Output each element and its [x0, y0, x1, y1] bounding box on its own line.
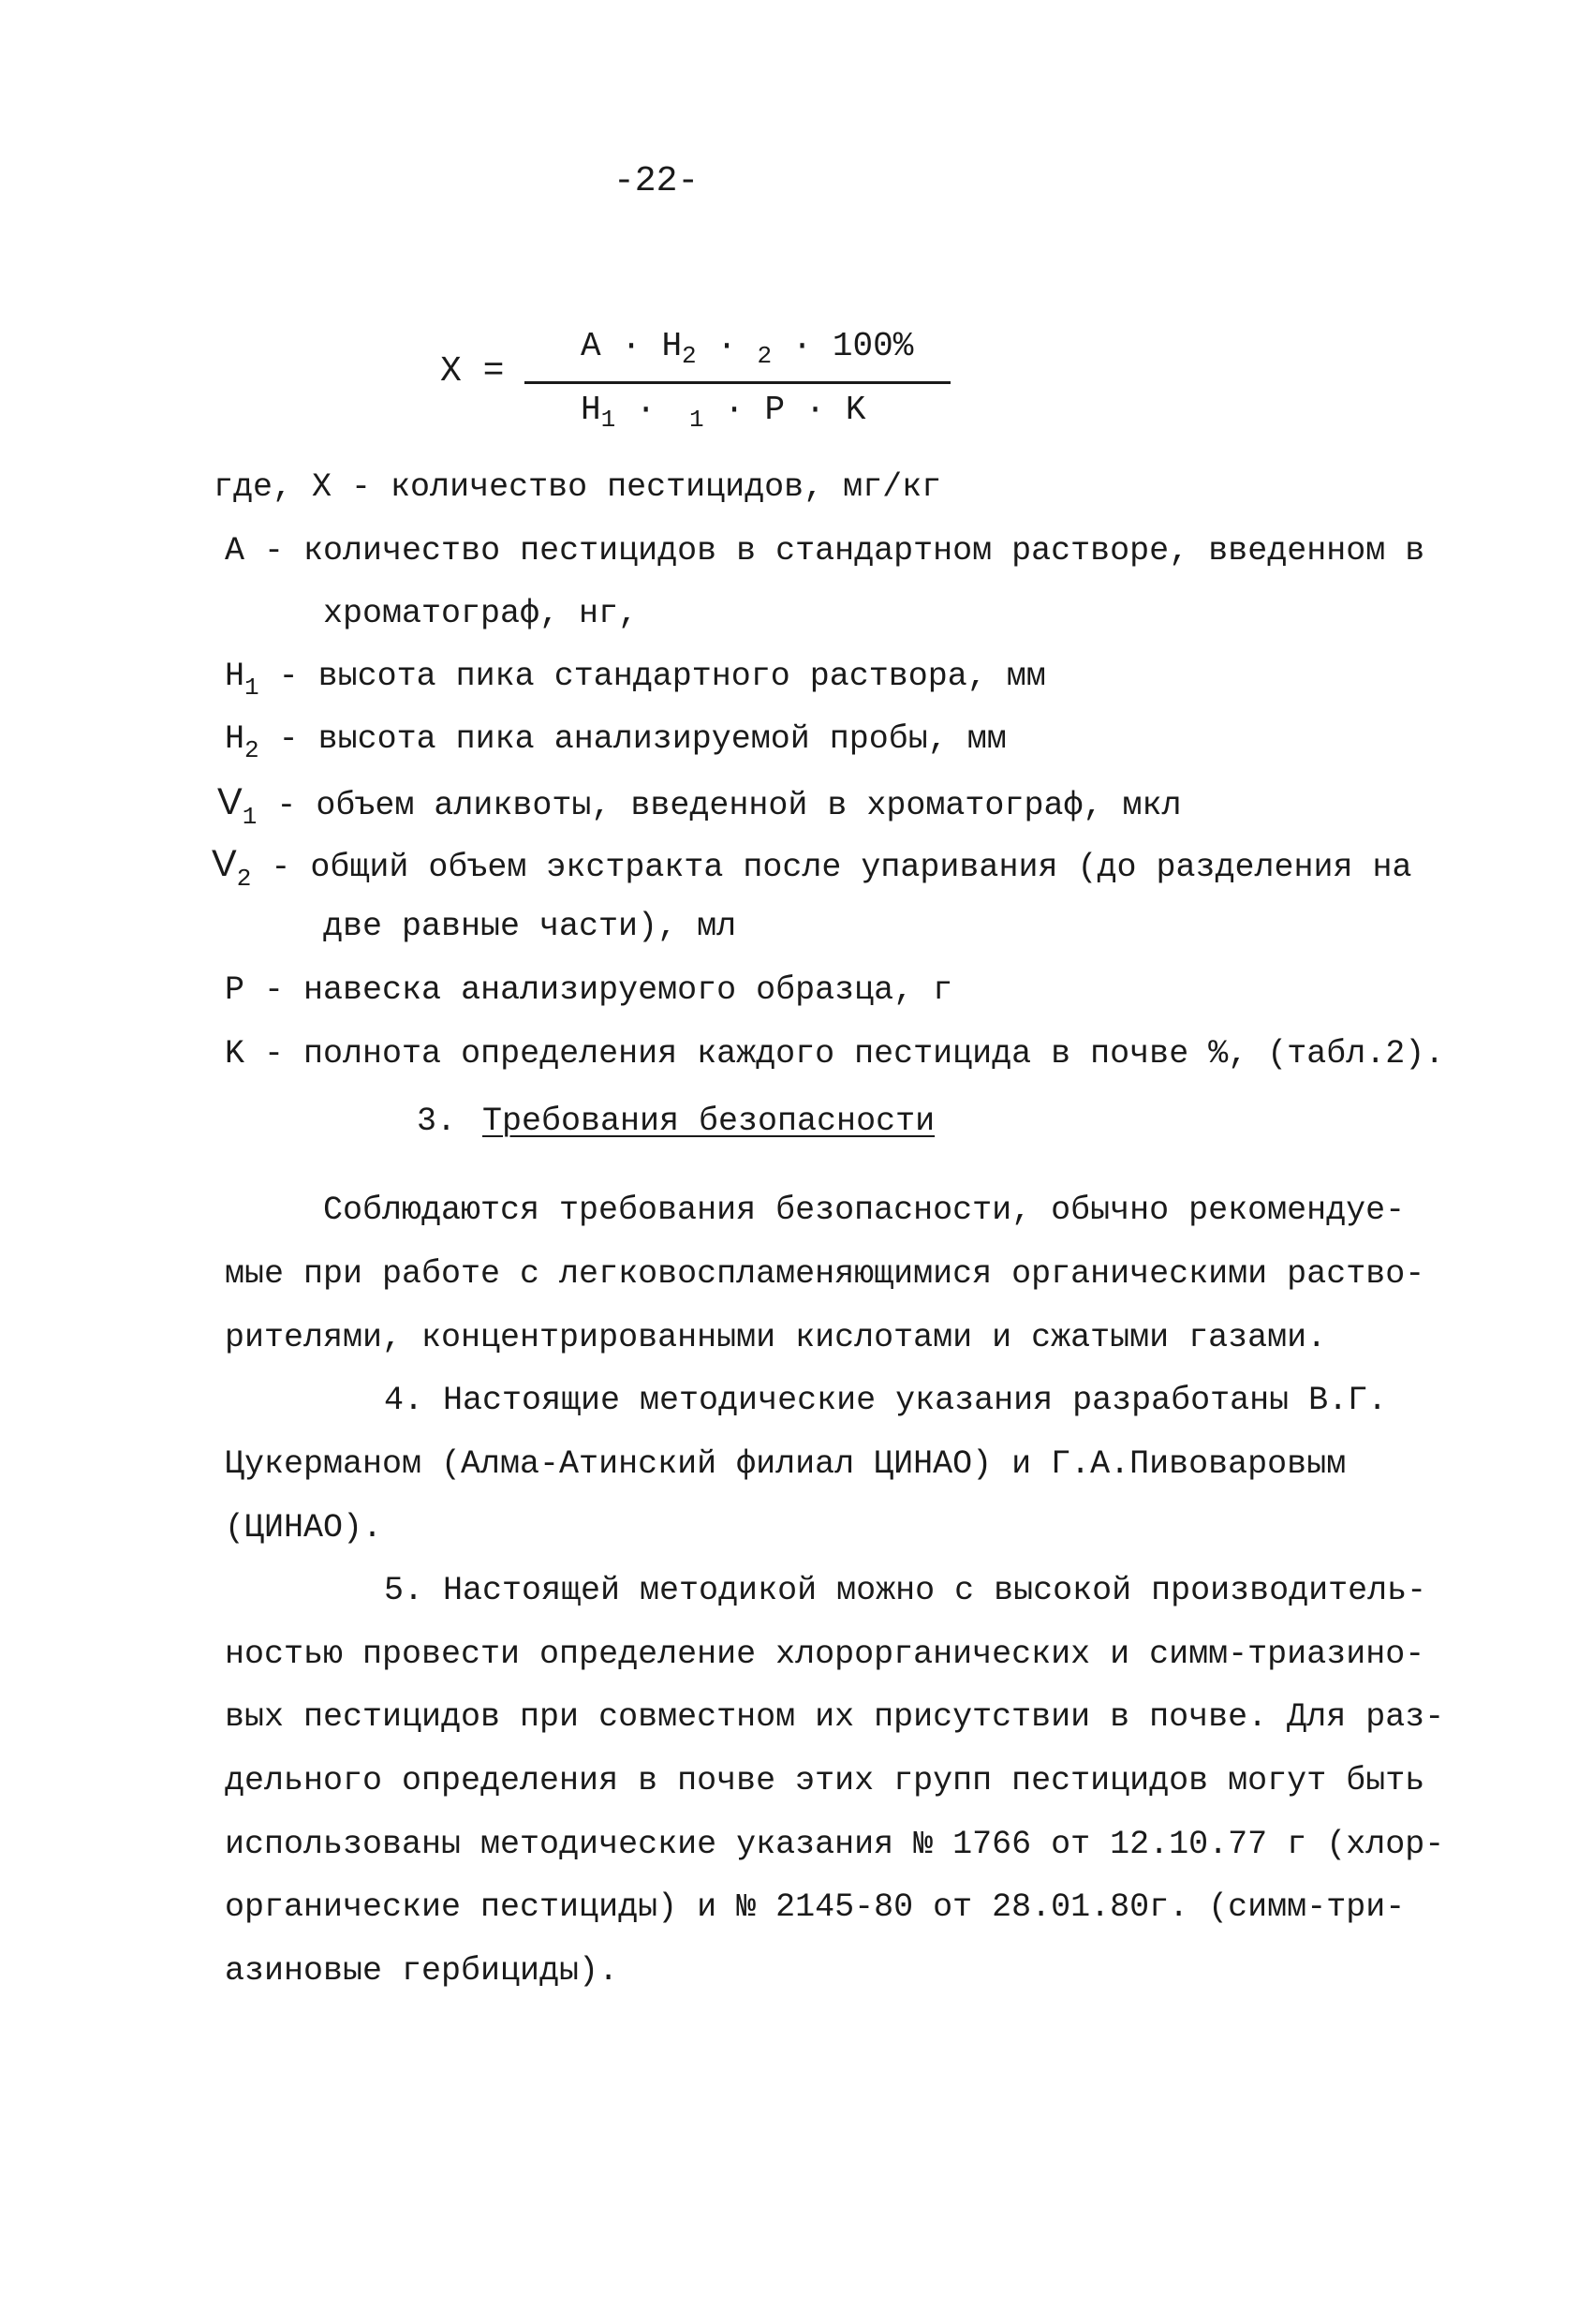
paragraph-line: ностью провести определение хлорорганических и симм-триазино- [225, 1636, 1425, 1673]
section-3-title: Требования безопасности [482, 1103, 936, 1140]
definition-sub: 1 [244, 674, 259, 702]
definition-text: две равные части), мл [323, 908, 737, 945]
definition-symbol: V [212, 843, 237, 884]
numerator-a: A [581, 327, 601, 365]
definition-a [225, 532, 1425, 570]
definition-text: - высота пика анализируемой пробы, мм [278, 720, 1007, 758]
definition-symbol: A [225, 532, 245, 570]
numerator-two: 2 [757, 342, 773, 371]
definition-x [214, 468, 942, 506]
definition-text: - навеска анализируемого образца, г [264, 971, 953, 1009]
paragraph-line: вых пестицидов при совместном их присутствии в почве. Для раз- [225, 1698, 1445, 1736]
definition-text: - полнота определения каждого пестицида в почве %, (табл.2). [264, 1035, 1445, 1073]
denominator-k: K [845, 391, 866, 429]
denominator-dot: · [635, 391, 656, 429]
paragraph-line: использованы методические указания № 1766 от 12.10.77 г (хлор- [225, 1826, 1445, 1863]
definition-v2 [212, 845, 1412, 891]
page-number: -22- [613, 161, 700, 201]
numerator-h: H [661, 327, 683, 365]
definition-symbol: P [225, 971, 245, 1009]
denominator-v-sub: 1 [689, 406, 704, 435]
paragraph-line: мые при работе с легковоспламеняющимися органическими раство- [225, 1255, 1425, 1293]
definition-h2 [225, 720, 1007, 764]
definition-text: - количество пестицидов, мг/кг [351, 468, 942, 506]
section-3-number: 3. [417, 1103, 457, 1140]
definition-text: - общий объем экстракта после упаривания (до разделения на [271, 849, 1412, 886]
definition-h1 [225, 660, 1046, 700]
formula-denominator [581, 391, 866, 435]
definition-sub: 2 [244, 736, 259, 764]
definition-k [225, 1035, 1445, 1073]
paragraph-line: рителями, концентрированными кислотами и сжатыми газами. [225, 1319, 1327, 1356]
definition-text: - высота пика стандартного раствора, мм [278, 658, 1046, 695]
definition-symbol: K [225, 1035, 245, 1073]
numerator-dot: · [716, 327, 737, 365]
paragraph-line: 5. Настоящей методикой можно с высокой производитель- [384, 1572, 1427, 1609]
numerator-dot: · [621, 327, 642, 365]
fraction-bar [524, 381, 951, 384]
formula-lhs: X = [440, 351, 505, 392]
definition-symbol: H [225, 720, 245, 758]
definition-p [225, 971, 953, 1009]
numerator-dot: · [791, 327, 813, 365]
definition-symbol: где, X [214, 468, 332, 506]
paragraph-line: Цукерманом (Алма-Атинский филиал ЦИНАО) и Г.А.Пивоваровым [225, 1445, 1347, 1483]
paragraph-line: (ЦИНАО). [225, 1509, 383, 1547]
denominator-dot: · [804, 391, 826, 429]
paragraph-line: органические пестициды) и № 2145-80 от 28.01.80г. (симм-три- [225, 1888, 1406, 1926]
formula-numerator [581, 327, 914, 371]
definition-symbol: H [225, 658, 245, 695]
definition-sub: 2 [236, 865, 252, 893]
paragraph-line: азиновые гербициды). [225, 1952, 619, 1990]
definition-v1 [217, 783, 1181, 829]
definition-symbol: V [217, 781, 243, 822]
definition-sub: 1 [242, 803, 258, 831]
denominator-dot: · [724, 391, 745, 429]
paragraph-line: 4. Настоящие методические указания разработаны В.Г. [384, 1382, 1388, 1419]
denominator-h: H [581, 391, 601, 429]
definition-text: - количество пестицидов в стандартном растворе, введенном в [264, 532, 1425, 570]
definition-text: хроматограф, нг, [323, 595, 639, 632]
numerator-percent: 100% [832, 327, 914, 365]
definition-continuation [323, 595, 639, 632]
paragraph-line: дельного определения в почве этих групп пестицидов могут быть [225, 1762, 1425, 1799]
denominator-p: P [764, 391, 786, 429]
definition-continuation [323, 910, 736, 943]
denominator-h-sub: 1 [600, 406, 616, 435]
numerator-h-sub: 2 [682, 342, 697, 371]
definition-text: - объем аликвоты, введенной в хроматограф, мкл [276, 787, 1182, 824]
paragraph-line: Соблюдаются требования безопасности, обычно рекомендуе- [323, 1192, 1406, 1229]
